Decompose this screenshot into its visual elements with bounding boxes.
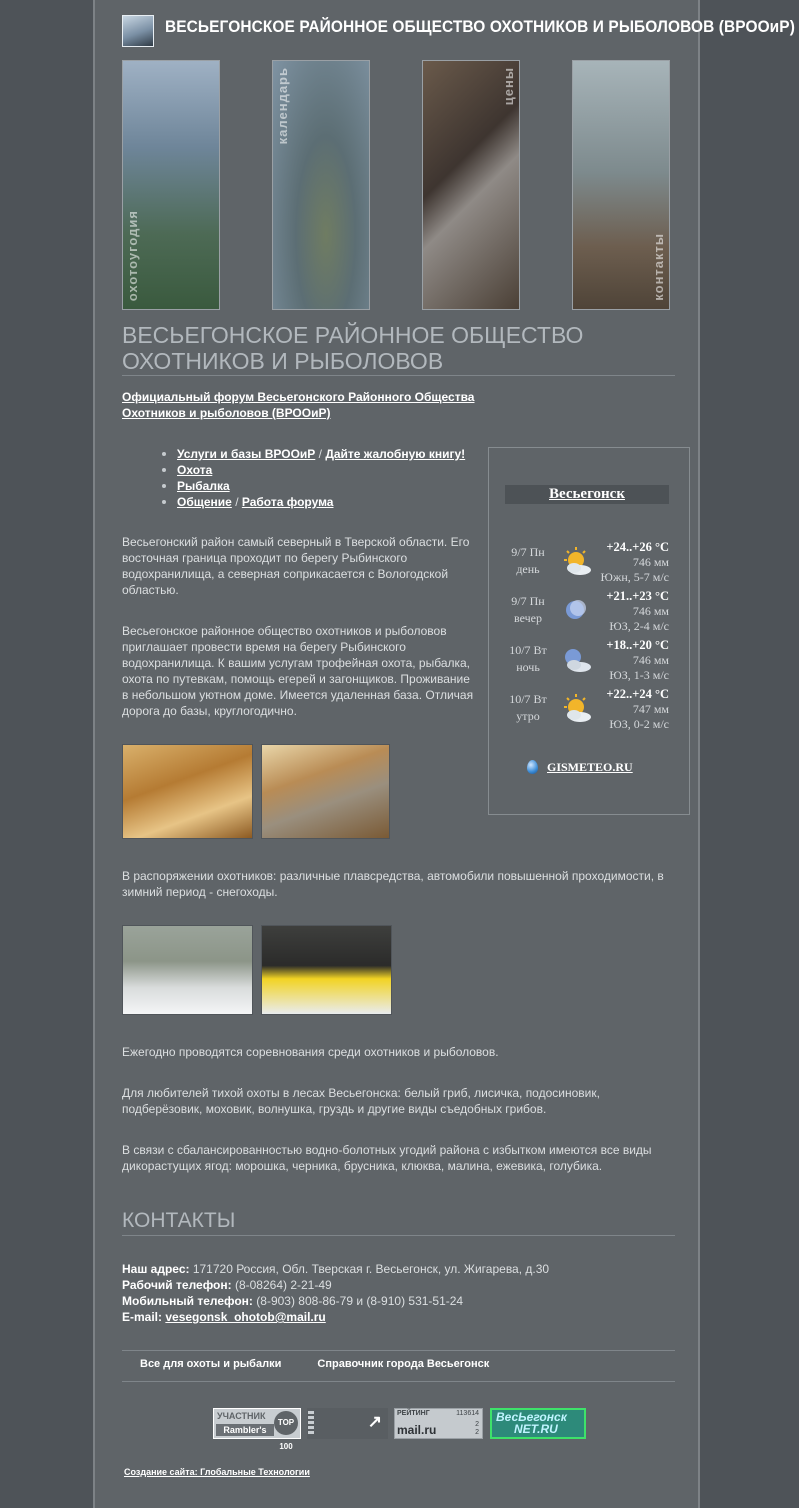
vesegonsk-badge-line2: NET.RU [514, 1422, 558, 1436]
photo-interior-bedroom[interactable] [261, 744, 390, 839]
services-paragraph: Весьегонское районное общество охотников и рыболовов приглашает провести время на берегу Рыбинского водохранилища. К вашим услугам трофейная охота, рыбалка, охота по путевкам, помощь егерей и загонщиков. Проживание в небольшом уютном доме. Имеется удаленная база. Отличая дорога до базы, круглогодично. [122, 624, 474, 718]
panel-calendar[interactable] [272, 60, 370, 310]
intro-paragraph: Весьегонский район самый северный в Тверской области. Его восточная граница проходит по берегу Рыбинского водохранилища, а северная соприкасается с Вологодской областью. [122, 535, 470, 597]
weather-daypart: утро [516, 709, 540, 723]
vesegonsk-badge-line1: ВесЬегонск [496, 1410, 567, 1424]
weather-wind: Южн, 5-7 м/с [600, 570, 669, 584]
weather-row [489, 540, 689, 592]
panel-prices[interactable] [422, 60, 520, 310]
gismeteo-link-text: GISMETEO.RU [547, 760, 633, 774]
nav-item-hunting [162, 462, 465, 478]
email-label: E-mail: [122, 1310, 163, 1324]
weather-pressure: 746 мм [632, 555, 669, 569]
mailru-badge-count: 113614 [456, 1410, 479, 1417]
moon-icon [560, 595, 592, 627]
footer-link-hunting-shop[interactable]: Все для охоты и рыбалки [140, 1358, 282, 1370]
site-title: ВЕСЬЕГОНСКОЕ РАЙОННОЕ ОБЩЕСТВО ОХОТНИКОВ И РЫБОЛОВОВ (ВРООиР) [165, 17, 795, 36]
weather-when [501, 642, 555, 676]
contacts-block [122, 1261, 682, 1325]
weather-widget [488, 447, 690, 815]
mobile-value: (8-903) 808-86-79 и (8-910) 531-51-24 [256, 1294, 464, 1308]
mobile-label: Мобильный телефон: [122, 1294, 253, 1308]
footer-link-city-guide[interactable]: Справочник города Весьегонск [317, 1358, 490, 1370]
weather-date: 9/7 Пн [511, 594, 545, 608]
panel-hunting-grounds[interactable] [122, 60, 220, 310]
mailru-badge-line: 2 [475, 1429, 479, 1436]
title-divider [122, 375, 675, 376]
arrow-up-right-icon: ↗ [367, 1412, 382, 1431]
panel-label-hunting-grounds: охотоугодия [125, 209, 140, 301]
weather-daypart: ночь [516, 660, 540, 674]
weather-wind: ЮЗ, 2-4 м/с [609, 619, 669, 633]
panel-contacts[interactable] [572, 60, 670, 310]
weather-when [501, 544, 555, 578]
work-phone-value: (8-08264) 2-21-49 [234, 1278, 332, 1292]
weather-temp: +21..+23 °C [606, 589, 669, 603]
weather-daypart: вечер [514, 611, 542, 625]
mailru-rating-badge[interactable] [394, 1408, 483, 1439]
weather-temp: +24..+26 °C [606, 540, 669, 554]
nav-item-services [162, 446, 465, 462]
address-value: 171720 Россия, Обл. Тверская г. Весьегонск, ул. Жигарева, д.30 [192, 1262, 550, 1276]
weather-pressure: 746 мм [632, 653, 669, 667]
weather-daypart: день [516, 562, 540, 576]
nav-link-hunting[interactable]: Охота [177, 463, 213, 477]
email-link[interactable]: vesegonsk_ohotob@mail.ru [165, 1310, 326, 1324]
contact-email [122, 1309, 682, 1325]
weather-wind: ЮЗ, 0-2 м/с [609, 717, 669, 731]
panel-label-prices: цены [501, 67, 516, 106]
nav-item-fishing [162, 478, 465, 494]
nav-link-services[interactable]: Услуги и базы ВРООиР [177, 447, 316, 461]
counter-bars [308, 1411, 314, 1435]
vesegonsk-net-badge[interactable] [490, 1408, 586, 1439]
forum-link[interactable]: Официальный форум Весьегонского Районного Общества Охотников и рыболовов (ВРООиР) [122, 390, 475, 420]
page-title: ВЕСЬЕГОНСКОЕ РАЙОННОЕ ОБЩЕСТВО ОХОТНИКОВ И РЫБОЛОВОВ [122, 322, 584, 374]
site-credit-link[interactable]: Создание сайта: Глобальные Технологии [124, 1467, 310, 1477]
photo-interior-kitchen[interactable] [122, 744, 253, 839]
rambler-top100-badge[interactable] [213, 1408, 301, 1451]
weather-pressure: 747 мм [632, 702, 669, 716]
contacts-divider [122, 1235, 675, 1236]
weather-row [489, 687, 689, 739]
nav-link-chat[interactable]: Общение [177, 495, 232, 509]
weather-wind: ЮЗ, 1-3 м/с [609, 668, 669, 682]
weather-pressure: 746 мм [632, 604, 669, 618]
weather-values [601, 540, 669, 585]
weather-row [489, 638, 689, 690]
rambler-badge-bottom: Rambler's [216, 1424, 274, 1436]
contact-address [122, 1261, 682, 1277]
weather-date: 9/7 Пн [511, 545, 545, 559]
photo-snowmobile[interactable] [261, 925, 392, 1015]
work-phone-label: Рабочий телефон: [122, 1278, 232, 1292]
contact-mobile [122, 1293, 682, 1309]
mailru-badge-lines [475, 1421, 479, 1437]
contacts-heading: КОНТАКТЫ [122, 1209, 236, 1232]
sun-cloud-icon [560, 546, 592, 578]
logo-image[interactable] [122, 15, 154, 47]
mailru-badge-brand: mail.ru [397, 1423, 437, 1437]
contact-work-phone [122, 1277, 682, 1293]
weather-date: 10/7 Вт [509, 692, 547, 706]
weather-when [501, 691, 555, 725]
weather-values [606, 589, 669, 634]
nav-separator: / [318, 447, 322, 461]
rambler-badge-top: УЧАСТНИК [217, 1411, 266, 1421]
counter-badge[interactable] [307, 1408, 388, 1439]
nav-link-forum-work[interactable]: Работа форума [241, 495, 334, 509]
weather-row [489, 589, 689, 641]
weather-date: 10/7 Вт [509, 643, 547, 657]
moon-cloud-icon [560, 644, 592, 676]
page [93, 0, 795, 1508]
mailru-badge-label: РЕЙТИНГ [397, 1410, 430, 1417]
footer-nav [140, 1358, 522, 1370]
berries-paragraph: В связи с сбалансированностью водно-болотных угодий района с избытком имеются все виды дикорастущих ягод: морошка, черника, брусника, клюква, малина, ежевика, голубика. [122, 1143, 652, 1173]
competitions-paragraph: Ежегодно проводятся соревнования среди охотников и рыболовов. [122, 1045, 499, 1059]
footer-divider-top [122, 1350, 675, 1351]
address-label: Наш адрес: [122, 1262, 190, 1276]
nav-link-complaints[interactable]: Дайте жалобную книгу! [325, 447, 466, 461]
weather-values [606, 638, 669, 683]
nav-link-fishing[interactable]: Рыбалка [177, 479, 230, 493]
nav-item-chat [162, 494, 465, 510]
rambler-badge-circle: TOP 100 [274, 1411, 298, 1435]
weather-values [606, 687, 669, 732]
main-nav [162, 446, 465, 510]
photo-uaz-van[interactable] [122, 925, 253, 1015]
weather-city-link[interactable]: Весьегонск [505, 485, 669, 504]
footer-divider-bottom [122, 1381, 675, 1382]
panel-label-contacts: контакты [651, 233, 666, 301]
weather-temp: +22..+24 °C [606, 687, 669, 701]
vehicles-paragraph: В распоряжении охотников: различные плавсредства, автомобили повышенной проходимости, в зимний период - снегоходы. [122, 869, 664, 899]
weather-when [501, 593, 555, 627]
gismeteo-link[interactable] [527, 760, 633, 775]
gismeteo-drop-icon [527, 760, 538, 774]
panel-label-calendar: календарь [275, 67, 290, 145]
mushrooms-paragraph: Для любителей тихой охоты в лесах Весьегонска: белый гриб, лисичка, подосиновик, подберёзовик, моховик, волнушка, груздь и другие виды съедобных грибов. [122, 1086, 600, 1116]
sun-cloud-icon [560, 693, 592, 725]
mailru-badge-line: 2 [475, 1421, 479, 1428]
weather-temp: +18..+20 °C [606, 638, 669, 652]
nav-separator: / [235, 495, 239, 509]
